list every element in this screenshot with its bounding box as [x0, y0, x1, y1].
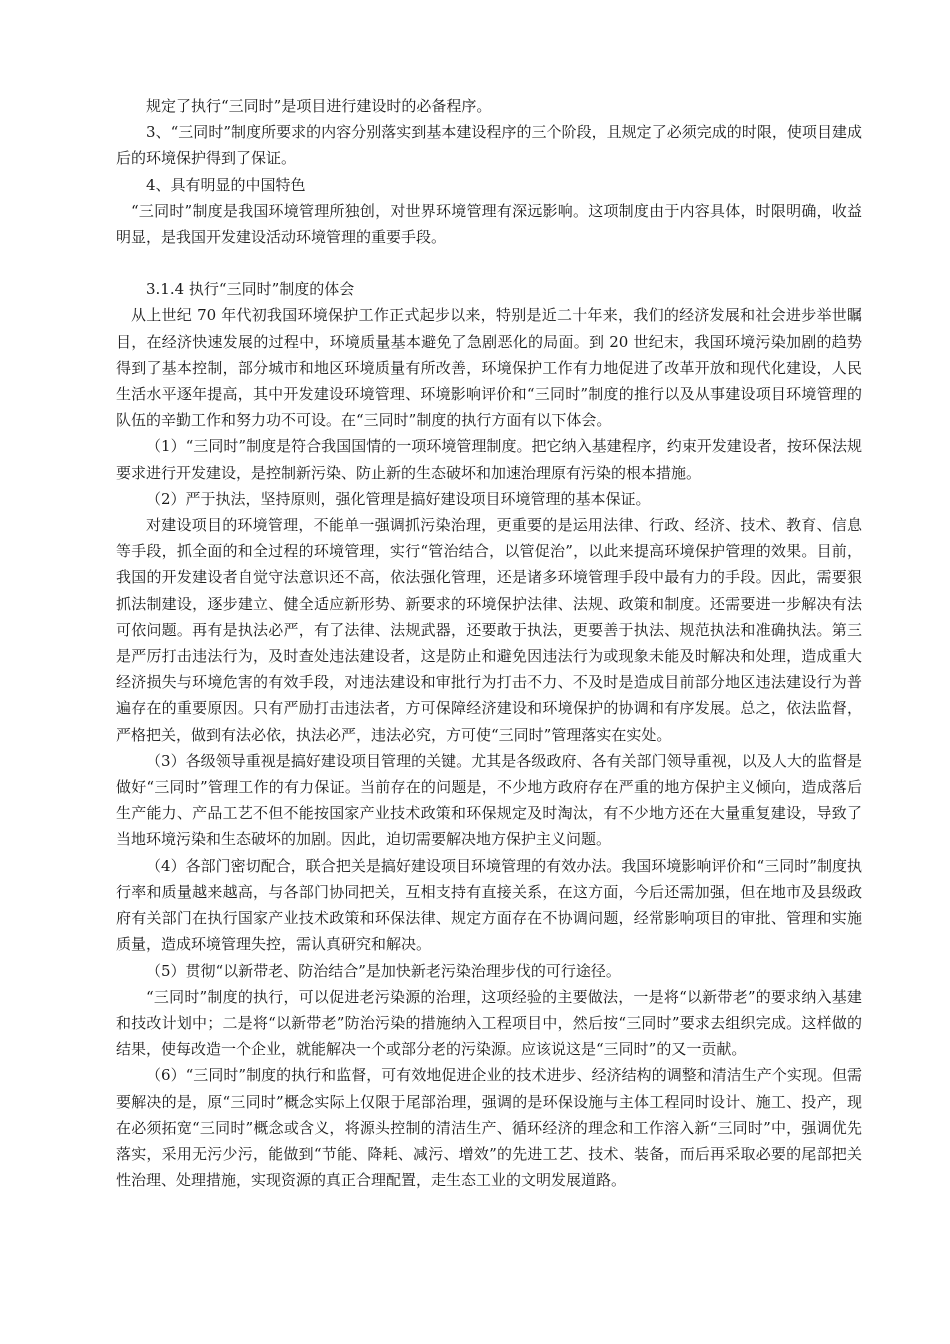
paragraph-item-2-body: 对建设项目的环境管理，不能单一强调抓污染治理，更重要的是运用法律、行政、经济、技术、教育、信息等手段，抓全面的和全过程的环境管理，实行“管治结合，以管促治”，以此来提高环境保护管理的效果。目前，我国的开发建设者自觉守法意识还不高，依法强化管理，还是诸多环境管理手段中最有力的手段。因此，需要狠抓法制建设，逐步建立、健全适应新形势、新要求的环境保护法律、法规、政策和制度。还需要进一步解决有法可依问题。再有是执法必严，有了法律、法规武器，还要敢于执法，更要善于执法、规范执法和准确执法。第三是严厉打击违法行为，及时查处违法建设者，这是防止和避免因违法行为或现象未能及时解决和处理，造成重大经济损失与环境危害的有效手段，对违法建设和审批行为打击不力、不及时是造成目前部分地区违法建设行为普遍存在的重要原因。只有严励打击违法者，方可保障经济建设和环境保护的协调和有序发展。总之，依法监督，严格把关，做到有法必依，执法必严，违法必究，方可使“三同时”管理落实在实处。 [116, 516, 862, 744]
paragraph-item-5-body: “三同时”制度的执行，可以促进老污染源的治理，这项经验的主要做法，一是将“以新带老”的要求纳入基建和技改计划中；二是将“以新带老”防治污染的措施纳入工程项目中，然后按“三同时”要求去组织完成。这样做的结果，使每改造一个企业，就能解决一个或部分老的污染源。应该说这是“三同时”的又一贡献。 [116, 987, 862, 1059]
paragraph-item-4: （4）各部门密切配合，联合把关是搞好建设项目环境管理的有效办法。我国环境影响评价和“三同时”制度执行率和质量越来越高，与各部门协同把关，互相支持有直接关系，在这方面，今后还需加强，但在地市及县级政府有关部门在执行国家产业技术政策和环保法律、规定方面存在不协调问题，经常影响项目的审批、管理和实施质量，造成环境管理失控，需认真研究和解决。 [116, 856, 862, 954]
document-page [116, 93, 862, 1193]
paragraph-item-6: （6）“三同时”制度的执行和监督，可有效地促进企业的技术进步、经济结构的调整和清洁生产个实现。但需要解决的是，原“三同时”概念实际上仅限于尾部治理，强调的是环保设施与主体工程同时设计、施工、投产，现在必须拓宽“三同时”概念或含义，将源头控制的清洁生产、循环经济的理念和工作溶入新“三同时”中，强调优先落实，采用无污少污，能做到“节能、降耗、减污、增效”的先进工艺、技术、装备，而后再采取必要的尾部把关性治理、处理措施，实现资源的真正合理配置，走生态工业的文明发展道路。 [116, 1066, 862, 1190]
paragraph-continuation: 规定了执行“三同时”是项目进行建设时的必备程序。 [146, 97, 492, 115]
paragraph-item-3: （3）各级领导重视是搞好建设项目管理的关键。尤其是各级政府、各有关部门领导重视，以及人大的监督是做好“三同时”管理工作的有力保证。当前存在的问题是，不少地方政府存在严重的地方保护主义倾向，造成落后生产能力、产品工艺不但不能按国家产业技术政策和环保规定及时淘汰，有不少地方还在大量重复建设，导致了当地环境污染和生态破坏的加剧。因此，迫切需要解决地方保护主义问题。 [116, 751, 862, 849]
paragraph-item-5: （5）贯彻“以新带老、防治结合”是加快新老污染治理步伐的可行途径。 [146, 961, 621, 980]
paragraph-item-2: （2）严于执法，坚持原则，强化管理是搞好建设项目环境管理的基本保证。 [146, 489, 651, 508]
paragraph-point-4-body: “三同时”制度是我国环境管理所独创，对世界环境管理有深远影响。这项制度由于内容具体，时限明确，收益明显，是我国开发建设活动环境管理的重要手段。 [116, 201, 862, 247]
paragraph-item-1: （1）“三同时”制度是符合我国国情的一项环境管理制度。把它纳入基建程序，约束开发建设者，按环保法规要求进行开发建设，是控制新污染、防止新的生态破坏和加速治理原有污染的根本措施。 [116, 437, 862, 482]
paragraph-intro: 从上世纪 70 年代初我国环境保护工作正式起步以来，特别是近二十年来，我们的经济发展和社会进步举世瞩目，在经济快速发展的过程中，环境质量基本避免了急剧恶化的局面。到 20 世纪末，我国环境污染加剧的趋势得到了基本控制，部分城市和地区环境质量有所改善，环境保护工作有力地促进了改革开放和现代化建设，人民生活水平逐年提高，其中开发建设环境管理、环境影响评价和“三同时”制度的推行以及从事建设项目环境管理的队伍的辛勤工作和努力功不可设。在“三同时”制度的执行方面有以下体会。 [116, 306, 862, 430]
section-heading: 3.1.4 执行“三同时”制度的体会 [146, 280, 355, 299]
paragraph-point-3: 3、“三同时”制度所要求的内容分别落实到基本建设程序的三个阶段，且规定了必须完成的时限，使项目建成后的环境保护得到了保证。 [116, 123, 862, 168]
section-spacer [116, 250, 862, 276]
paragraph-point-4-heading: 4、具有明显的中国特色 [146, 175, 306, 194]
